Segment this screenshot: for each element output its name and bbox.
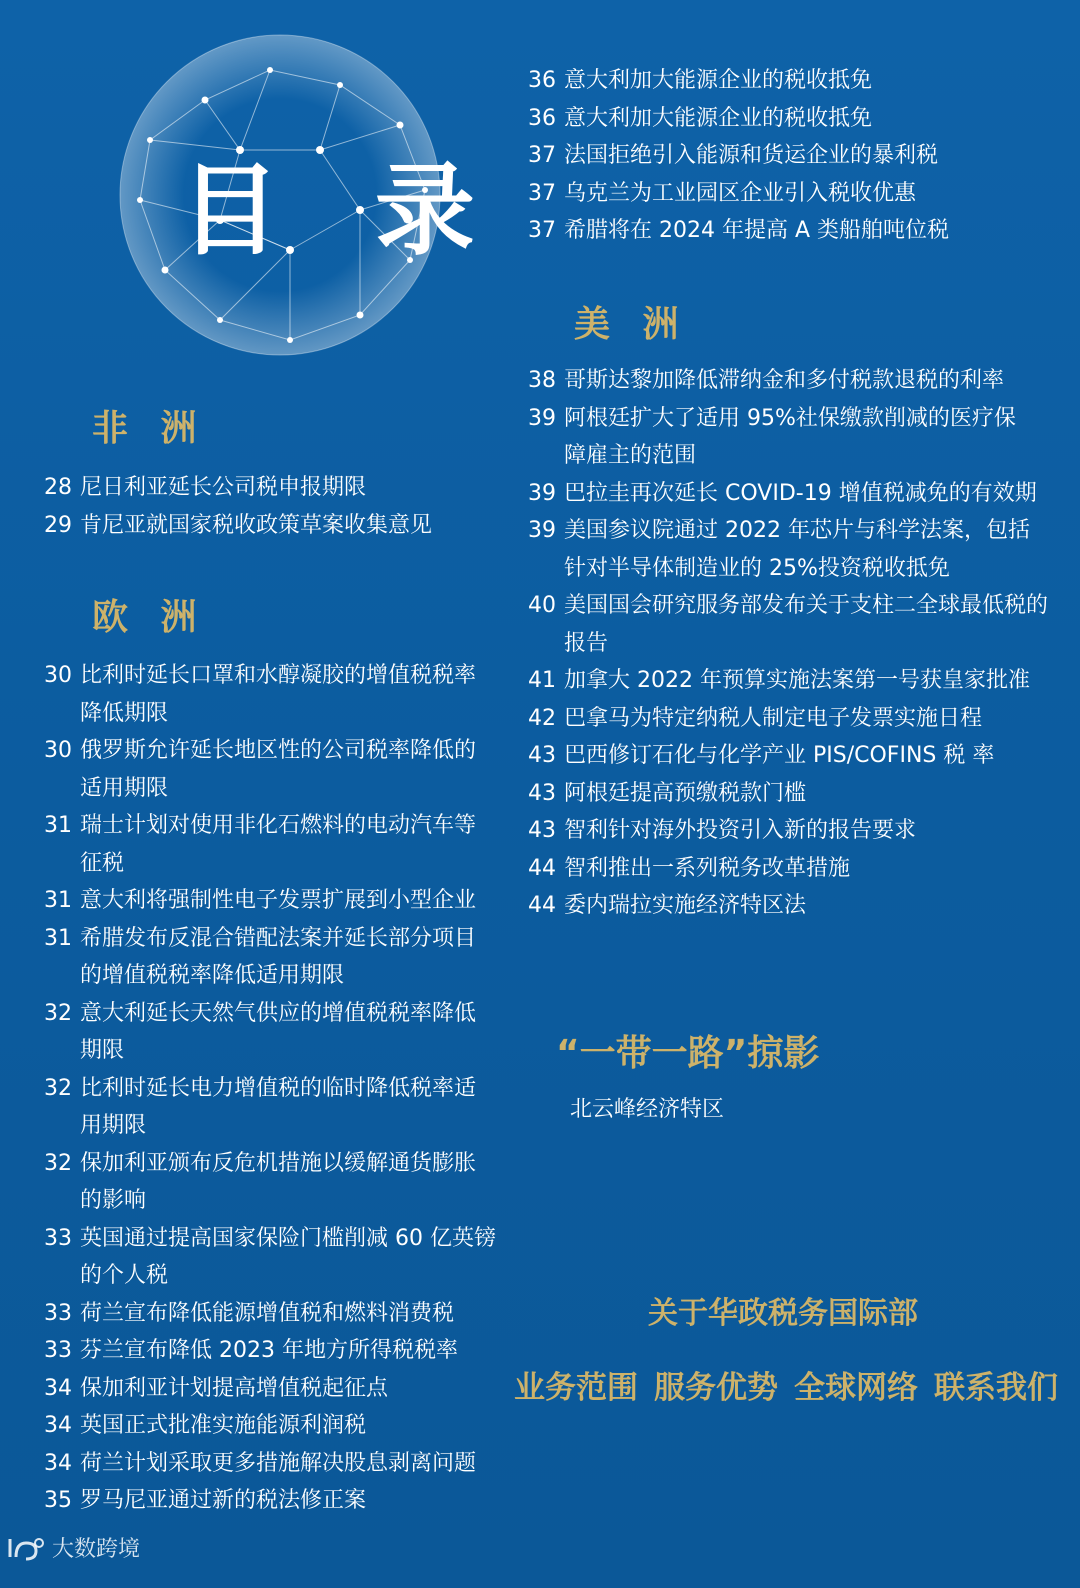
americas-list xyxy=(528,362,1050,925)
toc-entry[interactable] xyxy=(44,1070,492,1145)
entry-title: 巴拉圭再次延长 COVID-19 增值税减免的有效期 xyxy=(564,480,1037,506)
europe-list xyxy=(44,657,496,1520)
entry-page-number: 30 xyxy=(44,663,72,688)
entry-page-number: 31 xyxy=(44,888,72,913)
entry-page-number: 39 xyxy=(528,518,556,543)
link-business-scope[interactable]: 业务范围 xyxy=(514,1370,638,1406)
link-global-network[interactable]: 全球网络 xyxy=(794,1370,918,1406)
entry-title: 希腊将在 2024 年提高 A 类船舶吨位税 xyxy=(564,218,950,243)
entry-title: 英国通过提高国家保险门槛削减 60 亿英镑的个人税 xyxy=(80,1225,496,1288)
entry-title: 智利针对海外投资引入新的报告要求 xyxy=(564,818,917,843)
toc-entry[interactable] xyxy=(528,587,1050,662)
toc-entry[interactable] xyxy=(528,850,1050,888)
entry-title: 委内瑞拉实施经济特区法 xyxy=(564,893,807,918)
toc-entry[interactable] xyxy=(528,775,1050,813)
entry-page-number: 43 xyxy=(528,780,556,806)
entry-page-number: 39 xyxy=(528,480,556,506)
toc-entry[interactable] xyxy=(44,732,492,807)
entry-page-number: 28 xyxy=(44,475,72,500)
entry-title: 法国拒绝引入能源和货运企业的暴利税 xyxy=(564,143,939,168)
toc-entry[interactable] xyxy=(528,662,1050,700)
entry-page-number: 29 xyxy=(44,512,72,538)
entry-page-number: 34 xyxy=(44,1375,72,1401)
toc-entry[interactable] xyxy=(528,137,1048,175)
entry-title: 意大利延长天然气供应的增值税税率降低期限 xyxy=(80,1000,477,1063)
toc-entry[interactable] xyxy=(44,1145,492,1220)
toc-entry[interactable] xyxy=(44,1407,492,1445)
watermark xyxy=(6,1532,140,1563)
entry-title: 比利时延长电力增值税的临时降低税率适用期限 xyxy=(80,1075,477,1138)
about-heading[interactable]: 关于华政税务国际部 xyxy=(648,1296,918,1331)
entry-title: 美国参议院通过 2022 年芯片与科学法案，包括针对半导体制造业的 25%投资税收抵免 xyxy=(564,518,1030,581)
entry-page-number: 37 xyxy=(528,218,556,243)
entry-title: 阿根廷扩大了适用 95%社保缴款削减的医疗保障雇主的范围 xyxy=(564,405,1016,468)
entry-title: 肯尼亚就国家税收政策草案收集意见 xyxy=(80,512,433,538)
entry-title: 英国正式批准实施能源利润税 xyxy=(80,1413,367,1438)
entry-page-number: 37 xyxy=(528,180,556,206)
belt-road-entry[interactable]: 北云峰经济特区 xyxy=(570,1097,725,1122)
toc-entry[interactable] xyxy=(44,469,494,507)
entry-page-number: 33 xyxy=(44,1338,72,1363)
toc-entry[interactable] xyxy=(44,507,494,545)
entry-page-number: 37 xyxy=(528,143,556,168)
toc-entry[interactable] xyxy=(44,995,492,1070)
entry-title: 意大利将强制性电子发票扩展到小型企业 xyxy=(80,888,477,913)
entry-page-number: 36 xyxy=(528,68,556,93)
entry-title: 比利时延长口罩和水醇凝胶的增值税税率降低期限 xyxy=(80,663,477,726)
entry-page-number: 35 xyxy=(44,1488,72,1513)
entry-page-number: 31 xyxy=(44,813,72,838)
entry-title: 美国国会研究服务部发布关于支柱二全球最低税的报告 xyxy=(564,593,1049,656)
entry-title: 意大利加大能源企业的税收抵免 xyxy=(564,68,873,93)
page-title: 目 录 xyxy=(180,152,505,269)
toc-entry[interactable] xyxy=(44,1332,492,1370)
entry-page-number: 42 xyxy=(528,705,556,731)
entry-page-number: 39 xyxy=(528,405,556,431)
entry-title: 俄罗斯允许延长地区性的公司税率降低的适用期限 xyxy=(80,738,477,801)
entry-title: 巴西修订石化与化学产业 PIS/COFINS 税 率 xyxy=(564,743,995,768)
entry-page-number: 31 xyxy=(44,925,72,951)
entry-page-number: 30 xyxy=(44,738,72,763)
toc-entry[interactable] xyxy=(528,887,1050,925)
entry-page-number: 40 xyxy=(528,593,556,618)
link-service-advantage[interactable]: 服务优势 xyxy=(654,1370,778,1406)
toc-entry[interactable] xyxy=(528,212,1048,250)
entry-title: 智利推出一系列税务改革措施 xyxy=(564,855,851,881)
toc-entry[interactable] xyxy=(528,737,1050,775)
toc-entry[interactable] xyxy=(528,62,1048,100)
entry-page-number: 33 xyxy=(44,1300,72,1326)
toc-entry[interactable] xyxy=(528,362,1050,400)
africa-list xyxy=(44,469,494,544)
toc-entry[interactable] xyxy=(528,400,1024,475)
entry-title: 乌克兰为工业园区企业引入税收优惠 xyxy=(564,180,917,206)
europe-cont-list xyxy=(528,62,1048,250)
entry-title: 加拿大 2022 年预算实施法案第一号获皇家批准 xyxy=(564,668,1030,693)
section-heading-americas: 美 洲 xyxy=(574,304,689,345)
toc-entry[interactable] xyxy=(528,175,1048,213)
link-contact-us[interactable]: 联系我们 xyxy=(934,1370,1058,1406)
toc-entry[interactable] xyxy=(44,807,492,882)
toc-entry[interactable] xyxy=(44,920,492,995)
toc-entry[interactable] xyxy=(44,657,492,732)
toc-entry[interactable] xyxy=(44,1445,492,1483)
entry-title: 希腊发布反混合错配法案并延长部分项目的增值税税率降低适用期限 xyxy=(80,925,477,988)
entry-page-number: 32 xyxy=(44,1150,72,1176)
entry-title: 荷兰宣布降低能源增值税和燃料消费税 xyxy=(80,1300,455,1326)
entry-page-number: 44 xyxy=(528,855,556,881)
entry-title: 意大利加大能源企业的税收抵免 xyxy=(564,105,873,131)
about-links xyxy=(514,1362,1058,1407)
section-heading-africa: 非 洲 xyxy=(92,408,207,449)
toc-entry[interactable] xyxy=(44,1482,492,1520)
entry-title: 哥斯达黎加降低滞纳金和多付税款退税的利率 xyxy=(564,368,1005,393)
entry-title: 保加利亚颁布反危机措施以缓解通货膨胀的影响 xyxy=(80,1150,477,1213)
entry-page-number: 34 xyxy=(44,1450,72,1476)
toc-entry[interactable] xyxy=(528,700,1050,738)
entry-page-number: 34 xyxy=(44,1413,72,1438)
entry-title: 尼日利亚延长公司税申报期限 xyxy=(80,475,367,500)
entry-title: 罗马尼亚通过新的税法修正案 xyxy=(80,1488,367,1513)
toc-entry[interactable] xyxy=(44,1370,492,1408)
entry-page-number: 33 xyxy=(44,1225,72,1251)
entry-title: 荷兰计划采取更多措施解决股息剥离问题 xyxy=(80,1450,477,1476)
entry-page-number: 36 xyxy=(528,105,556,131)
toc-entry[interactable] xyxy=(44,1295,492,1333)
entry-page-number: 38 xyxy=(528,368,556,393)
entry-title: 瑞士计划对使用非化石燃料的电动汽车等征税 xyxy=(80,813,477,876)
entry-page-number: 41 xyxy=(528,668,556,693)
entry-title: 阿根廷提高预缴税款门槛 xyxy=(564,780,807,806)
entry-page-number: 32 xyxy=(44,1000,72,1026)
section-heading-belt-road: “一带一路”掠影 xyxy=(556,1033,820,1074)
watermark-text: 大数跨境 xyxy=(52,1537,141,1562)
entry-title: 巴拿马为特定纳税人制定电子发票实施日程 xyxy=(564,705,983,731)
section-heading-europe: 欧 洲 xyxy=(92,597,207,638)
toc-entry[interactable] xyxy=(528,475,1050,513)
toc-entry[interactable] xyxy=(528,812,1050,850)
entry-page-number: 44 xyxy=(528,893,556,918)
entry-page-number: 32 xyxy=(44,1075,72,1101)
entry-page-number: 43 xyxy=(528,743,556,768)
toc-entry[interactable] xyxy=(528,512,1044,587)
entry-title: 保加利亚计划提高增值税起征点 xyxy=(80,1375,389,1401)
entry-title: 芬兰宣布降低 2023 年地方所得税税率 xyxy=(80,1338,458,1363)
brand-logo-icon xyxy=(6,1533,46,1563)
toc-entry[interactable] xyxy=(44,882,492,920)
toc-entry[interactable] xyxy=(44,1220,510,1295)
entry-page-number: 43 xyxy=(528,818,556,843)
toc-entry[interactable] xyxy=(528,100,1048,138)
